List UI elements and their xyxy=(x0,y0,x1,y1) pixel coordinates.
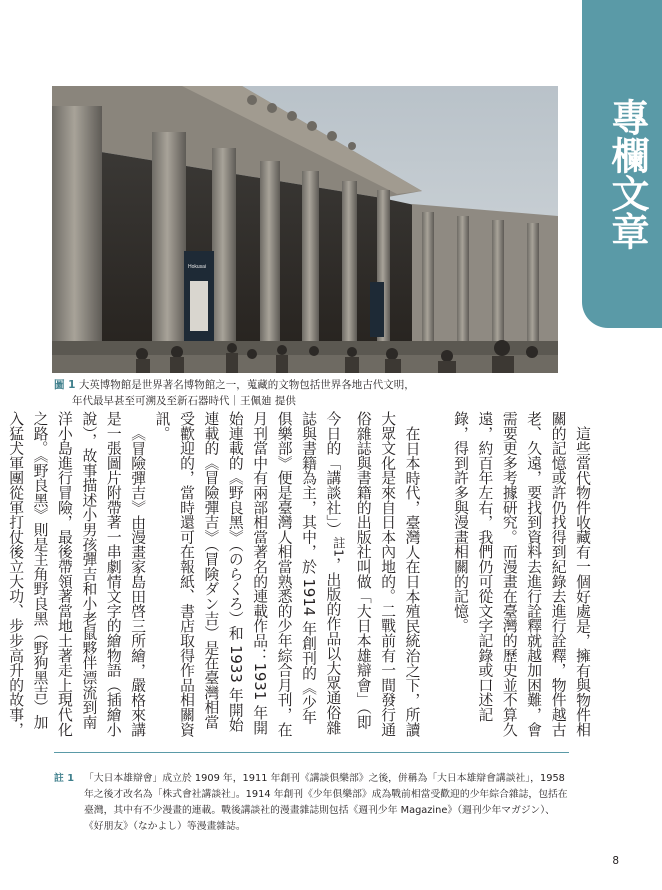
paragraph-2-text: 在日本時代，臺灣人在日本殖民統治之下，所讀大眾文化是來自日本內地的。二戰前有一間發行通俗雜誌與書籍的出版社叫做「大日本雄辯會」（即今日的「講談社」） xyxy=(324,411,421,737)
poster-text: Hokusai xyxy=(188,264,207,270)
figure-caption xyxy=(54,377,554,409)
paragraph-2 xyxy=(149,411,423,739)
footnote-label: 註 1 xyxy=(54,773,75,784)
page-number: 8 xyxy=(612,855,619,867)
footnote-ref: 註1 xyxy=(331,536,346,557)
section-tab-label: 專欄文章 xyxy=(605,98,649,250)
figure-label: 圖 1 xyxy=(54,379,76,391)
figure-photo xyxy=(52,86,558,373)
footnote-text: 「大日本雄辯會」成立於 1909 年，1911 年創刊《講談俱樂部》之後，併稱為「大日本雄辯會講談社」，1958 年之後才改名為「株式會社講談社」。1914 年創刊《少年俱樂部》成為戰前相當受歡迎的少年綜合雜誌，包括在臺灣，其中有不少漫畫的連載。戰後講談社的漫畫雜誌則包括《週刊少年 Magazine》（週刊少年マガジン）、《好朋友》（なかよし）等漫畫雜誌。 xyxy=(84,773,568,832)
article-body xyxy=(7,411,594,739)
caption-line-1: 大英博物館是世界著名博物館之一，蒐藏的文物包括世界各地古代文明， xyxy=(78,379,415,391)
caption-line-2: 年代最早甚至可溯及至新石器時代｜王佩廸 提供 xyxy=(72,395,296,407)
footnote xyxy=(54,752,569,835)
paragraph-2-cont: ，出版的作品以大眾通俗雜誌與書籍為主，其中，於 1914 年創刊的《少年俱樂部》便是臺灣人相當熟悉的少年綜合月刊，在月刊當中有兩部相當著名的連載作品：1931 年開始連載的《野良黑》（のらくろ）和 1933 年開始連載的《冒險彈吉》（冒険ダン吉）是在臺灣相當受歡迎的，當時還可在報紙、書店取得作品相關資訊。 xyxy=(153,411,342,737)
paragraph-3: 《冒險彈吉》由漫畫家島田啓三所繪，嚴格來講是一張圖片附帶著一串劇情文字的繪物語（插繪小說），故事描述小男孩彈吉和小老鼠夥伴漂流到南洋小島進行冒險，最後帶領著當地土著走上現代化之路。《野良黑》則是主角野良黑（野狗黑吉）加入猛犬軍團從軍打仗後立大功、步步高升的故事， xyxy=(7,411,147,737)
paragraph-1: 這些當代物件收藏有一個好處是，擁有與物件相關的記憶或許仍找得到紀錄去進行詮釋，物件越古老、久遠，要找到資料去進行詮釋就越加困難，會需要更多考據研究。而漫畫在臺灣的歷史並不算久遠，約百年左右，我們仍可從文字記錄或口述記錄，得到許多與漫畫相關的記憶。 xyxy=(451,411,591,737)
